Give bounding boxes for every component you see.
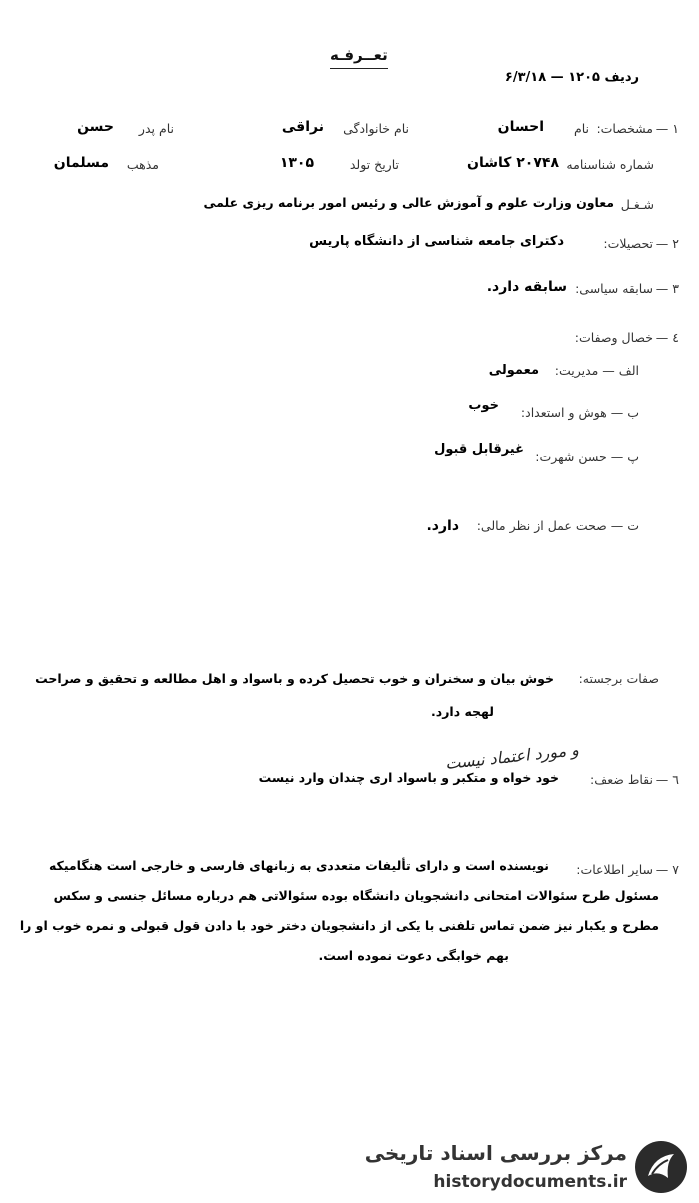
section4-number: ٤ — <box>655 330 679 345</box>
integrity-value: دارد. <box>426 518 459 534</box>
archive-logo-icon <box>632 1138 690 1196</box>
birth-value: ۱۳۰۵ <box>279 155 314 171</box>
family-value: نراقی <box>281 119 324 135</box>
section2-label: تحصیلات: <box>603 236 653 251</box>
section3-number: ۳ — <box>655 281 679 296</box>
section7-line2: مسئول طرح سئوالات امتحانی دانشجویان دانشگاه بوده سئوالاتی هم درباره مسائل جنسی و سکس <box>53 888 659 903</box>
job-label: شـغـل <box>620 197 654 212</box>
job-value: معاون وزارت علوم و آموزش عالی و رئیس امور برنامه ریزی علمی <box>203 195 614 210</box>
section7-line4: بهم خوابگی دعوت نموده است. <box>318 948 509 963</box>
intelligence-value: خوب <box>468 398 499 413</box>
section7-line3: مطرح و یکبار نیز ضمن تماس تلفنی با یکی از دانشجویان دختر خود با دادن قول قبولی و نمره خوب او را <box>19 918 659 933</box>
section1-number: ۱ — <box>655 121 679 136</box>
section5-label: صفات برجسته: <box>578 671 659 686</box>
section6-number: ٦ — <box>655 772 679 787</box>
father-label: نام پدر <box>138 121 174 136</box>
birth-label: تاریخ تولد <box>349 157 399 172</box>
section4-label: خصال وصفات: <box>574 330 653 345</box>
document-title: تعــرفـه <box>330 46 388 64</box>
section3-value: سابقه دارد. <box>486 279 567 295</box>
name-value: احسان <box>497 119 544 135</box>
section6-label: نقاط ضعف: <box>590 772 653 787</box>
id-label: شماره شناسنامه <box>566 157 654 172</box>
reputation-value: غیرقابل قبول <box>434 442 524 457</box>
section5-line1: خوش بیان و سخنران و خوب تحصیل کرده و باسواد و اهل مطالعه و تحقیق و صراحت <box>35 671 554 686</box>
section6-value: خود خواه و متکبر و باسواد اری چندان وارد نیست <box>258 770 559 785</box>
watermark-url: historydocuments.ir <box>433 1172 627 1192</box>
section2-number: ۲ — <box>655 236 679 251</box>
reputation-label: پ — حسن شهرت: <box>535 449 639 464</box>
section5-line2: لهجه دارد. <box>431 704 494 719</box>
religion-value: مسلمان <box>53 155 109 171</box>
handwritten-note: و مورد اعتماد نیست <box>444 740 580 773</box>
family-label: نام خانوادگی <box>343 121 409 136</box>
section7-number: ۷ — <box>655 862 679 877</box>
name-label: نام <box>573 121 589 136</box>
section2-value: دکترای جامعه شناسی از دانشگاه پاریس <box>309 234 564 249</box>
management-value: معمولی <box>488 363 539 378</box>
section3-label: سابقه سیاسی: <box>575 281 653 296</box>
id-value: ۲۰۷۴۸ کاشان <box>467 155 559 171</box>
intelligence-label: ب — هوش و استعداد: <box>520 405 639 420</box>
integrity-label: ت — صحت عمل از نظر مالی: <box>476 518 639 533</box>
management-label: الف — مدیریت: <box>554 363 639 378</box>
father-value: حسن <box>77 119 114 135</box>
religion-label: مذهب <box>126 157 159 172</box>
watermark-name: مرکز بررسی اسناد تاریخی <box>364 1141 627 1165</box>
title-underline <box>330 68 388 69</box>
section7-line1: نویسنده است و دارای تألیفات متعددی به زبانهای فارسی و خارجی است هنگامیکه <box>48 858 549 873</box>
section1-label: مشخصات: <box>596 121 653 136</box>
row-reference: ردیف ۱۲۰۵ — ۶/۳/۱۸ <box>504 70 639 85</box>
section7-label: سایر اطلاعات: <box>576 862 653 877</box>
